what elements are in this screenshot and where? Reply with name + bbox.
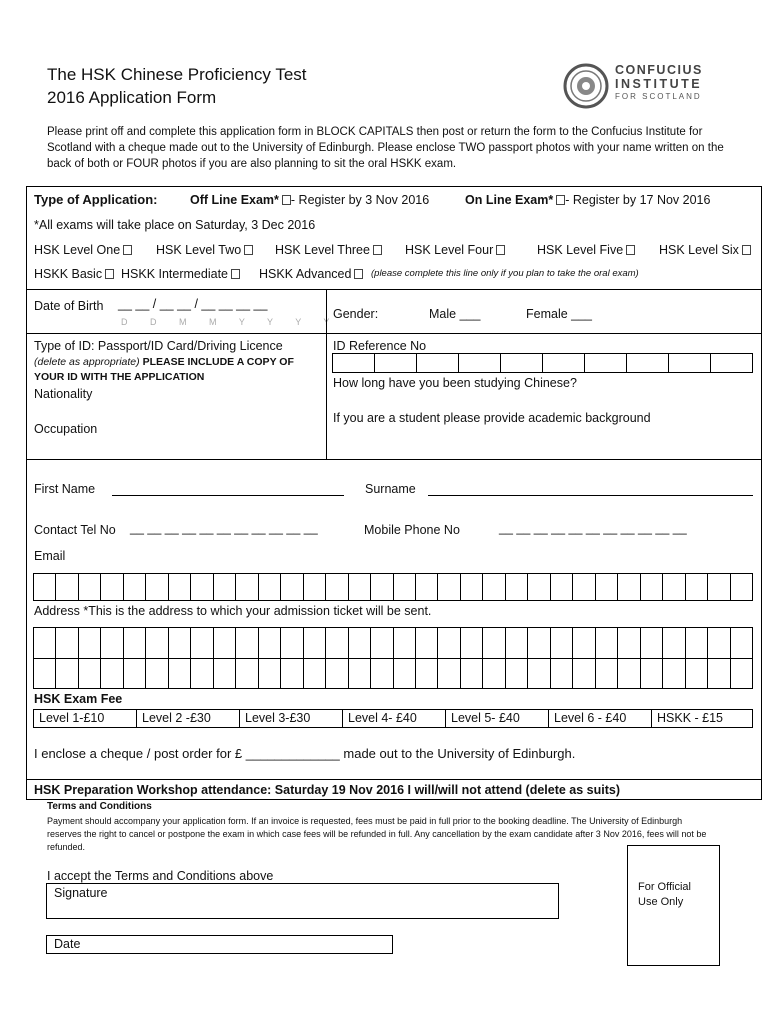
id-copy-note-line2: YOUR ID WITH THE APPLICATION (34, 371, 205, 383)
cheque-amount-field[interactable]: _____________ (245, 746, 340, 761)
hsk-level-label: HSK Level Three (275, 243, 370, 257)
fee-level-4: Level 4- £40 (342, 709, 446, 728)
checkbox-icon[interactable] (354, 269, 363, 279)
dob-field[interactable]: __ __ / __ __ / __ __ __ __ (118, 297, 268, 311)
hsk-level-label: HSK Level Five (537, 243, 624, 257)
offline-deadline: - Register by 3 Nov 2016 (290, 193, 430, 207)
hsk-level-label: HSK Level Two (156, 243, 242, 257)
hsk-level-label: HSK Level One (34, 243, 121, 257)
date-label: Date (54, 937, 81, 951)
fee-level-3: Level 3-£30 (239, 709, 343, 728)
hskk-level-label: HSKK Basic (34, 267, 103, 281)
hskk-level-label: HSKK Advanced (259, 267, 352, 281)
offline-checkbox-icon[interactable] (282, 195, 291, 205)
hsk-level-six-option[interactable] (659, 243, 751, 257)
checkbox-icon[interactable] (105, 269, 114, 279)
fee-level-6: Level 6 - £40 (548, 709, 652, 728)
logo-line3: FOR SCOTLAND (615, 92, 702, 101)
gender-male-field[interactable]: Male ___ (429, 307, 481, 321)
mobile-phone-label: Mobile Phone No (364, 523, 460, 537)
intro-text: Please print off and complete this application form in BLOCK CAPITALS then post or return the form to the Confucius Institute for Scotland with a cheque made out to the University of Edinburgh. Please enclose TWO passport photos with your name written on the back of both or FOUR photos if you are also planning to sit the oral HSKK exam. (47, 126, 724, 170)
mobile-phone-field[interactable]: __ __ __ __ __ __ __ __ __ __ __ (499, 521, 687, 535)
confucius-institute-logo (563, 61, 713, 113)
form-title-line1: The HSK Chinese Proficiency Test (47, 65, 307, 84)
fee-level-1: Level 1-£10 (33, 709, 137, 728)
hsk-level-four-option[interactable] (405, 243, 505, 257)
checkbox-icon[interactable] (626, 245, 635, 255)
contact-tel-field[interactable]: __ __ __ __ __ __ __ __ __ __ __ (130, 521, 318, 535)
fee-hskk: HSKK - £15 (651, 709, 753, 728)
cheque-prefix: I enclose a cheque / post order for £ (34, 746, 243, 761)
id-reference-label: ID Reference No (333, 339, 427, 353)
cheque-suffix: made out to the University of Edinburgh. (343, 746, 576, 761)
id-reference-input-grid[interactable] (332, 353, 753, 373)
online-checkbox-icon[interactable] (556, 195, 565, 205)
email-label: Email (34, 549, 66, 563)
fee-level-2: Level 2 -£30 (136, 709, 240, 728)
surname-field[interactable] (428, 495, 753, 496)
contact-tel-label: Contact Tel No (34, 523, 116, 537)
hskk-intermediate-option[interactable] (121, 267, 240, 281)
terms-title: Terms and Conditions (47, 801, 152, 812)
dob-label: Date of Birth (34, 299, 104, 313)
hsk-level-three-option[interactable] (275, 243, 382, 257)
id-delete-note: (delete as appropriate) (34, 356, 140, 368)
nationality-label: Nationality (34, 387, 93, 401)
hskk-level-label: HSKK Intermediate (121, 267, 228, 281)
hskk-advanced-option[interactable] (259, 267, 363, 281)
official-use-line1: For Official (638, 881, 691, 893)
cheque-line (34, 746, 575, 761)
divider (26, 289, 762, 290)
checkbox-icon[interactable] (496, 245, 505, 255)
accept-terms-label: I accept the Terms and Conditions above (47, 869, 274, 883)
study-duration-question: How long have you been studying Chinese? (333, 376, 577, 390)
online-exam-label: On Line Exam* (465, 193, 554, 207)
form-title (47, 63, 307, 109)
signature-label: Signature (54, 886, 108, 900)
terms-body: Payment should accompany your application form. If an invoice is requested, fees must be paid in full prior to the booking deadline. The University of Edinburgh reserves the right to cancel or postpone the exam in which case fees will be refunded in full. Any cancellation by the exam candidate after 3 Nov 2016, fees will not be refunded. (47, 816, 707, 852)
academic-background-question: If you are a student please provide academic background (333, 411, 651, 425)
online-exam-option[interactable] (465, 193, 710, 207)
divider (26, 779, 762, 780)
offline-exam-label: Off Line Exam* (190, 193, 279, 207)
exam-fee-title: HSK Exam Fee (34, 692, 123, 706)
gender-label: Gender: (333, 307, 379, 321)
id-type-label: Type of ID: Passport/ID Card/Driving Licence (34, 339, 283, 353)
gender-female-field[interactable]: Female ___ (526, 307, 593, 321)
id-note-line1 (34, 356, 294, 368)
address-label: Address *This is the address to which your admission ticket will be sent. (34, 604, 432, 618)
address-input-grid[interactable] (33, 627, 753, 689)
hskk-basic-option[interactable] (34, 267, 114, 281)
checkbox-icon[interactable] (231, 269, 240, 279)
surname-label: Surname (365, 482, 416, 496)
offline-exam-option[interactable] (190, 193, 429, 207)
dob-format-hint: D D M M Y Y Y Y (121, 317, 340, 327)
checkbox-icon[interactable] (123, 245, 132, 255)
hsk-level-two-option[interactable] (156, 243, 253, 257)
divider (26, 459, 762, 460)
checkbox-icon[interactable] (244, 245, 253, 255)
official-use-line2: Use Only (638, 896, 684, 908)
workshop-attendance[interactable]: HSK Preparation Workshop attendance: Saturday 19 Nov 2016 I will/will not attend (delete as suits) (34, 783, 621, 797)
logo-line2: INSTITUTE (615, 77, 703, 91)
checkbox-icon[interactable] (742, 245, 751, 255)
logo-line1: CONFUCIUS (615, 63, 703, 77)
id-copy-note: PLEASE INCLUDE A COPY OF (142, 356, 294, 368)
fee-level-5: Level 5- £40 (445, 709, 549, 728)
signature-field[interactable] (46, 883, 559, 919)
hskk-note: (please complete this line only if you plan to take the oral exam) (371, 268, 639, 279)
first-name-field[interactable] (112, 495, 344, 496)
hsk-level-label: HSK Level Four (405, 243, 494, 257)
first-name-label: First Name (34, 482, 96, 496)
occupation-label: Occupation (34, 422, 98, 436)
official-use-label (638, 880, 691, 910)
institute-seal-icon (563, 63, 609, 109)
checkbox-icon[interactable] (373, 245, 382, 255)
hsk-level-label: HSK Level Six (659, 243, 739, 257)
official-use-box (627, 845, 720, 966)
online-deadline: - Register by 17 Nov 2016 (565, 193, 711, 207)
hsk-level-one-option[interactable] (34, 243, 132, 257)
column-divider (326, 289, 327, 459)
application-type-label: Type of Application: (34, 192, 158, 207)
email-input-grid[interactable] (33, 573, 753, 601)
form-title-line2: 2016 Application Form (47, 88, 217, 107)
hsk-level-five-option[interactable] (537, 243, 635, 257)
exam-date-note: *All exams will take place on Saturday, 3 Dec 2016 (34, 218, 316, 232)
divider (26, 333, 762, 334)
date-field[interactable] (46, 935, 393, 954)
